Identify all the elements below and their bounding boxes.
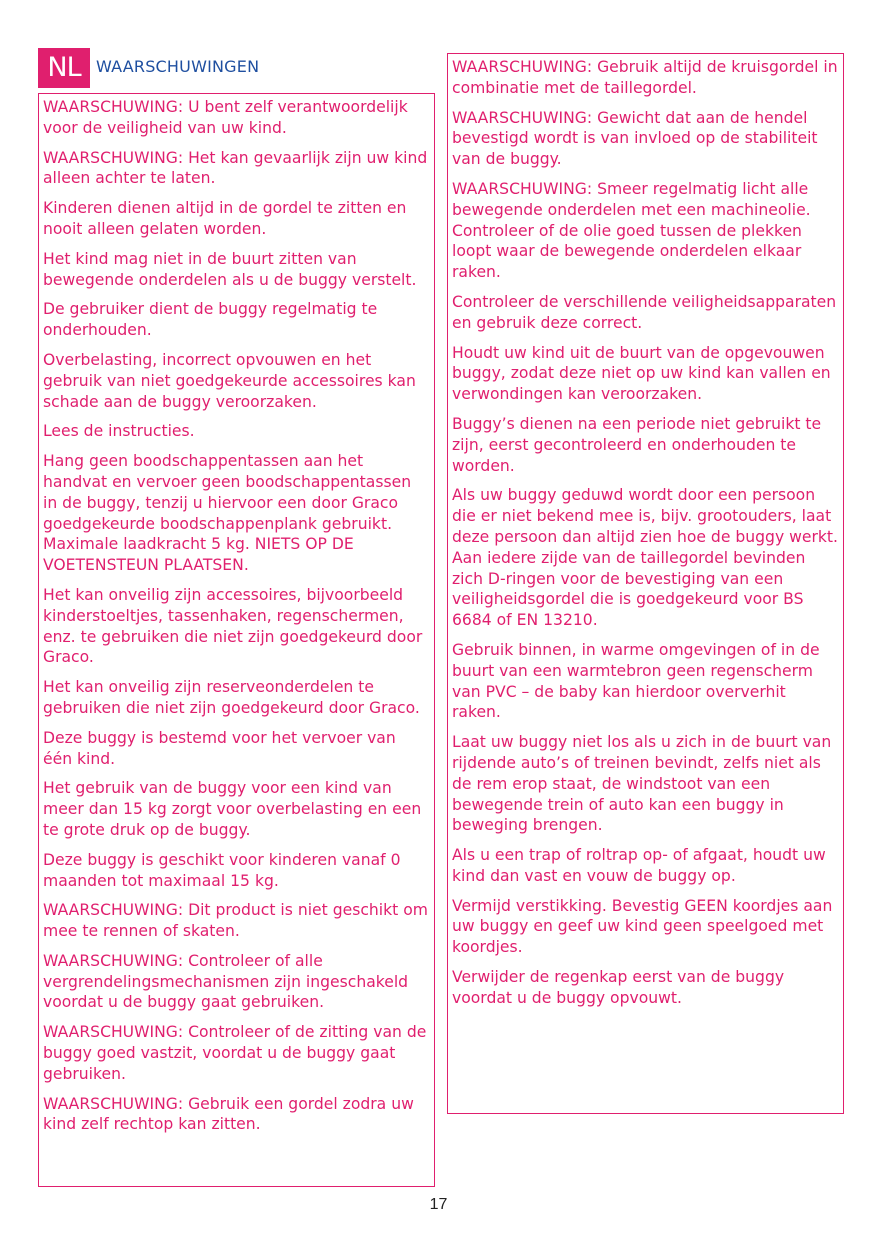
warning-paragraph: Het kan onveilig zijn reserveonderdelen te gebruiken die niet zijn goedgekeurd door Graco.: [43, 678, 420, 717]
warning-paragraph: Deze buggy is geschikt voor kinderen vanaf 0 maanden tot maximaal 15 kg.: [43, 850, 401, 890]
warning-paragraph: WAARSCHUWING: Smeer regelmatig licht alle bewegende onderdelen met een machineolie. Controleer of de olie goed tussen de plekken loopt waar de bewegende onderdelen elkaar raken.: [452, 179, 811, 282]
warning-paragraph: De gebruiker dient de buggy regelmatig te onderhouden.: [43, 300, 378, 340]
warning-paragraph: WAARSCHUWING: Gewicht dat aan de hendel bevestigd wordt is van invloed op de stabiliteit van de buggy.: [452, 108, 818, 169]
warning-paragraph: Gebruik binnen, in warme omgevingen of in de buurt van een warmtebron geen regenscherm van PVC – de baby kan hierdoor oververhit raken.: [452, 640, 820, 722]
warning-paragraph: Laat uw buggy niet los als u zich in de buurt van rijdende auto’s of treinen bevindt, zelfs niet als de rem erop staat, de windstoot van een bewegende trein of auto kan een buggy in beweging brengen.: [452, 733, 832, 835]
warning-paragraph: Het kind mag niet in de buurt zitten van bewegende onderdelen als u de buggy verstelt.: [43, 249, 417, 289]
warning-paragraph: Deze buggy is bestemd voor het vervoer van één kind.: [43, 728, 396, 768]
warning-paragraph: WAARSCHUWING: Gebruik altijd de kruisgordel in combinatie met de taillegordel.: [452, 58, 838, 97]
warning-paragraph: Als uw buggy geduwd wordt door een persoon die er niet bekend mee is, bijv. grootouders, laat deze persoon dan altijd zien hoe de buggy werkt. Aan iedere zijde van de taillegordel bevinden zich D-ringen voor de bevestiging van een veiligheidsgordel die is goedgekeurd voor BS 6684 of EN 13210.: [452, 486, 838, 630]
warning-paragraph: Lees de instructies.: [43, 422, 195, 441]
warning-paragraph: Hang geen boodschappentassen aan het handvat en vervoer geen boodschappentassen in de buggy, tenzij u hiervoor een door Graco goedgekeurde boodschappenplank gebruikt. Maximale laadkracht 5 kg. NIETS OP DE VOETENSTEUN PLAATSEN.: [43, 452, 412, 575]
warning-paragraph: WAARSCHUWING: Dit product is niet geschikt om mee te rennen of skaten.: [43, 901, 428, 941]
warning-paragraph: WAARSCHUWING: Gebruik een gordel zodra uw kind zelf rechtop kan zitten.: [43, 1094, 414, 1134]
warning-paragraph: Vermijd verstikking. Bevestig GEEN koordjes aan uw buggy en geef uw kind geen speelgoed met koordjes.: [452, 896, 833, 957]
warnings-left-column: [38, 93, 435, 1187]
warning-paragraph: Als u een trap of roltrap op- of afgaat, houdt uw kind dan vast en vouw de buggy op.: [452, 846, 826, 885]
warning-paragraph: Buggy’s dienen na een periode niet gebruikt te zijn, eerst gecontroleerd en onderhouden te worden.: [452, 414, 822, 475]
warning-paragraph: WAARSCHUWING: Het kan gevaarlijk zijn uw kind alleen achter te laten.: [43, 148, 428, 188]
warning-paragraph: Het gebruik van de buggy voor een kind van meer dan 15 kg zorgt voor overbelasting en een te grote druk op de buggy.: [43, 779, 422, 839]
language-badge: NL: [38, 48, 90, 88]
warning-paragraph: Houdt uw kind uit de buurt van de opgevouwen buggy, zodat deze niet op uw kind kan vallen en verwondingen kan veroorzaken.: [452, 343, 831, 404]
warning-paragraph: WAARSCHUWING: Controleer of alle vergrendelingsmechanismen zijn ingeschakeld voordat u de buggy gaat gebruiken.: [43, 951, 409, 1012]
warning-paragraph: WAARSCHUWING: Controleer of de zitting van de buggy goed vastzit, voordat u de buggy gaat gebruiken.: [43, 1023, 427, 1083]
warning-paragraph: Het kan onveilig zijn accessoires, bijvoorbeeld kinderstoeltjes, tassenhaken, regenschermen, enz. te gebruiken die niet zijn goedgekeurd door Graco.: [43, 585, 423, 667]
warning-paragraph: Overbelasting, incorrect opvouwen en het gebruik van niet goedgekeurde accessoires kan schade aan de buggy veroorzaken.: [43, 350, 416, 411]
warning-paragraph: Verwijder de regenkap eerst van de buggy voordat u de buggy opvouwt.: [452, 968, 785, 1007]
section-title: WAARSCHUWINGEN: [96, 57, 260, 76]
page-number: 17: [429, 1196, 448, 1213]
warning-paragraph: Controleer de verschillende veiligheidsapparaten en gebruik deze correct.: [452, 292, 837, 332]
warning-paragraph: Kinderen dienen altijd in de gordel te zitten en nooit alleen gelaten worden.: [43, 199, 407, 238]
warnings-right-column: [447, 53, 844, 1114]
warning-paragraph: WAARSCHUWING: U bent zelf verantwoordelijk voor de veiligheid van uw kind.: [43, 98, 408, 137]
